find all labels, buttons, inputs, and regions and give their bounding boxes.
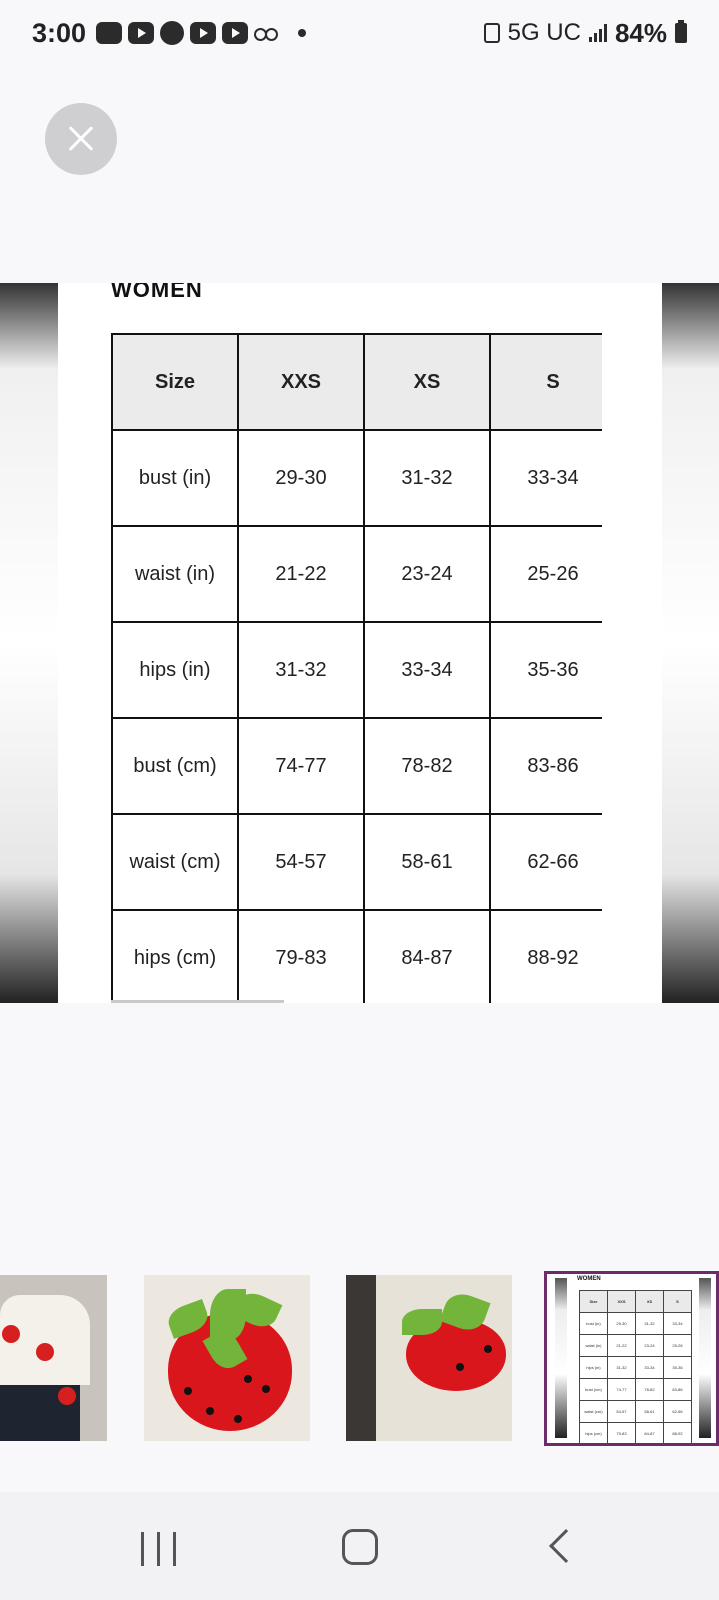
- voicemail-icon: [254, 22, 278, 44]
- size-chart-table: [111, 333, 617, 1003]
- mini-cell: 79-83: [608, 1423, 636, 1445]
- mini-cell: 88-92: [664, 1423, 692, 1445]
- thumbnail-sleeve-strawberry[interactable]: [346, 1275, 512, 1441]
- mini-cell: 83-86: [664, 1379, 692, 1401]
- size-chart-image[interactable]: [0, 283, 719, 1003]
- home-icon[interactable]: [342, 1529, 378, 1565]
- table-cell: 31-32: [238, 622, 364, 718]
- mini-cell: 31-32: [608, 1357, 636, 1379]
- table-scroll-indicator: [111, 1000, 284, 1003]
- seed-graphic: [234, 1415, 242, 1423]
- mini-cell: 58-61: [636, 1401, 664, 1423]
- table-cell: 58-61: [364, 814, 490, 910]
- mini-cell: XXS: [608, 1291, 636, 1313]
- mini-cell: 54-57: [608, 1401, 636, 1423]
- mini-cell: 78-82: [636, 1379, 664, 1401]
- more-notifications-icon: [298, 29, 306, 37]
- table-cell: 35-36: [490, 622, 616, 718]
- mini-cell: S: [664, 1291, 692, 1313]
- mini-cell: waist (in): [580, 1335, 608, 1357]
- battery-icon: [675, 23, 687, 43]
- table-cell: 29-30: [238, 430, 364, 526]
- mini-cell: 21-22: [608, 1335, 636, 1357]
- size-chart-title: WOMEN: [111, 283, 203, 302]
- youtube-icon: [190, 22, 216, 44]
- mini-cell: hips (cm): [580, 1423, 608, 1445]
- table-cell: 31-32: [364, 430, 490, 526]
- table-cell: 83-86: [490, 718, 616, 814]
- mini-cell: 62-66: [664, 1401, 692, 1423]
- table-cell: 74-77: [238, 718, 364, 814]
- header-cell: S: [490, 334, 616, 430]
- table-cell: 33-34: [490, 430, 616, 526]
- thumbnail-strawberry-closeup[interactable]: [144, 1275, 310, 1441]
- table-cell: waist (cm): [112, 814, 238, 910]
- youtube-icon: [128, 22, 154, 44]
- mini-edge-left: [555, 1278, 567, 1438]
- mini-cell: hips (in): [580, 1357, 608, 1379]
- table-cell: 62-66: [490, 814, 616, 910]
- image-edge-right-overlay: [662, 283, 719, 1003]
- mini-cell: 25-26: [664, 1335, 692, 1357]
- seed-graphic: [206, 1407, 214, 1415]
- table-row: [112, 910, 616, 1003]
- header-cell: XXS: [238, 334, 364, 430]
- table-cell: 33-34: [364, 622, 490, 718]
- messages-icon: [96, 22, 122, 44]
- table-cell: bust (in): [112, 430, 238, 526]
- table-cell: bust (cm): [112, 718, 238, 814]
- table-row: [112, 430, 616, 526]
- mini-cell: 33-34: [664, 1313, 692, 1335]
- mini-cell: bust (in): [580, 1313, 608, 1335]
- header-cell: XS: [364, 334, 490, 430]
- mini-cell: 31-32: [636, 1313, 664, 1335]
- pinterest-icon: [160, 21, 184, 45]
- sim-icon: [484, 23, 500, 43]
- table-row: [112, 526, 616, 622]
- table-cell: hips (cm): [112, 910, 238, 1003]
- background-graphic: [346, 1275, 376, 1441]
- table-cell: 88-92: [490, 910, 616, 1003]
- table-cell: waist (in): [112, 526, 238, 622]
- thumbnail-size-chart-selected[interactable]: [544, 1271, 719, 1446]
- leaf-graphic: [402, 1309, 442, 1335]
- mini-cell: 35-36: [664, 1357, 692, 1379]
- system-status: [484, 18, 687, 49]
- thumbnail-strip: [0, 1275, 719, 1447]
- table-row: [112, 718, 616, 814]
- mini-cell: Size: [580, 1291, 608, 1313]
- table-crop-mask: [602, 323, 662, 1003]
- mini-cell: bust (cm): [580, 1379, 608, 1401]
- notification-icons: [96, 21, 306, 45]
- system-nav-bar: [0, 1492, 719, 1600]
- table-cell: 78-82: [364, 718, 490, 814]
- table-cell: 25-26: [490, 526, 616, 622]
- table-cell: 79-83: [238, 910, 364, 1003]
- table-header-row: [112, 334, 616, 430]
- mini-chart-title: WOMEN: [577, 1276, 601, 1282]
- mini-cell: 23-24: [636, 1335, 664, 1357]
- mini-cell: waist (cm): [580, 1401, 608, 1423]
- status-time: 3:00: [32, 17, 87, 48]
- seed-graphic: [456, 1363, 464, 1371]
- mini-cell: 29-30: [608, 1313, 636, 1335]
- header-cell: Size: [112, 334, 238, 430]
- battery-percent: 84%: [614, 17, 667, 48]
- table-cell: 23-24: [364, 526, 490, 622]
- table-cell: 21-22: [238, 526, 364, 622]
- seed-graphic: [244, 1375, 252, 1383]
- table-cell: 84-87: [364, 910, 490, 1003]
- status-bar: [0, 0, 719, 66]
- mini-cell: 74-77: [608, 1379, 636, 1401]
- strawberry-graphic: [58, 1387, 76, 1405]
- signal-icon: [589, 24, 607, 42]
- image-edge-left: [0, 283, 58, 1003]
- seed-graphic: [262, 1385, 270, 1393]
- seed-graphic: [184, 1387, 192, 1395]
- mini-cell: 33-34: [636, 1357, 664, 1379]
- close-icon[interactable]: [45, 103, 117, 175]
- mini-edge-right: [699, 1278, 711, 1438]
- youtube-icon: [222, 22, 248, 44]
- thumbnail-model-sweater[interactable]: [0, 1275, 107, 1441]
- table-cell: 54-57: [238, 814, 364, 910]
- mini-cell: 84-87: [636, 1423, 664, 1445]
- back-icon[interactable]: [549, 1529, 583, 1563]
- table-row: [112, 622, 616, 718]
- mini-size-chart: [555, 1278, 711, 1438]
- table-cell: hips (in): [112, 622, 238, 718]
- recents-icon[interactable]: [141, 1532, 177, 1566]
- mini-cell: XS: [636, 1291, 664, 1313]
- seed-graphic: [484, 1345, 492, 1353]
- network-label: 5G UC: [507, 19, 581, 46]
- mini-chart-table: [579, 1290, 692, 1445]
- strawberry-graphic: [2, 1325, 20, 1343]
- strawberry-graphic: [36, 1343, 54, 1361]
- table-row: [112, 814, 616, 910]
